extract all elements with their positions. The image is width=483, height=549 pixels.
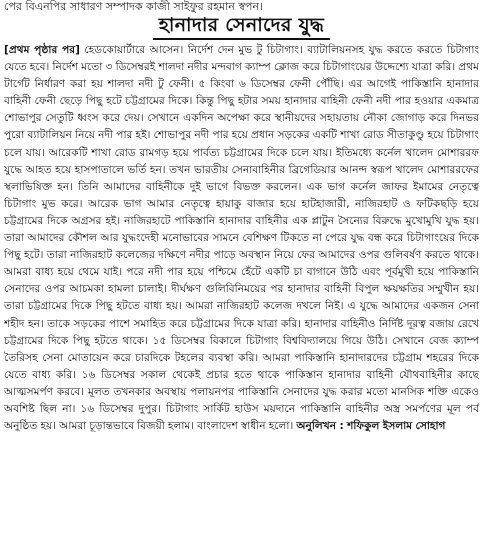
article-credit: অনুলিখন : শফিকুল ইসলাম সোহাগ: [296, 420, 446, 433]
article-paragraph: [4, 42, 479, 435]
article-body: [4, 42, 479, 547]
continuation-dateline: [প্রথম পৃষ্ঠার পর]: [4, 44, 80, 56]
previous-article-fragment: [0, 0, 483, 14]
article-text: হেডকোয়ার্টারে আসেন। নির্দেশ দেন মুভ টু চিটাগাং। ব্যাটালিয়নসহ যুদ্ধ করতে করতে চিটাগাং যেতে হবে। নির্দেশ মতো ৩ ডিসেম্বরই শালদা নদীর মন্দবাগ ক্যাম্প ক্লোজ করে চিটাগাংয়ের উদ্দেশ্যে যাত্রা করি। প্রথম টার্গেট নির্ধারণ করা হয় শালদা নদী টু ফেনী। ৫ কিংবা ৬ ডিসেম্বর ফেনী পৌঁছি। এর আগেই পাকিস্তানি হানাদার বাহিনী ফেনী ছেড়ে পিছু হটে চট্টগ্রামের দিকে। কিন্তু পিছু হটার সময় হানাদার বাহিনী ফেনী নদী পার হওয়ার একমাত্র শোভাপুর সেতুটি ধ্বংস করে দেয়। সেখানে একদিন অপেক্ষা করে স্থানীয়দের সহায়তায় নৌকা জোগাড় করে দিনভর পুরো ব্যাটালিয়ন নিয়ে নদী পার হই। শোভাপুর নদী পার হয়ে প্রধান সড়কের একটি শাখা রোড সীতাকুণ্ডু হয়ে চিটাগাং চলে যায়। আরেকটি শাখা রোড রামগড় হয়ে পার্বত্য চট্টগ্রামের দিকে চলে যায়। ইতিমধ্যে কর্নেল খালেদ মোশাররফ যুদ্ধে আহত হয়ে হাসপাতালে ভর্তি হন। তখন ভারতীয় সেনাবাহিনীর ব্রিগেডিয়ার আনন্দ স্বরূপ খালেদ মোশাররফের স্থলাভিষিক্ত হন। তিনি আমাদের বাহিনীকে দুই ভাগে বিভক্ত করলেন। এক ভাগ কর্নেল জাফর ইমামের নেতৃত্বে চিটাগাং মুভ করে। আরেক ভাগ আমার নেতৃত্বে হায়াকু বাজার হয়ে হাটহাজারী, নাজিরহাট ও ফটিকছড়ি হয়ে চট্টগ্রামের দিকে অগ্রসর হই। নাজিরহাটে পাকিস্তানি হানাদার বাহিনীর এক প্লাটুন সৈন্যের বিরুদ্ধে মুখোমুখি যুদ্ধ হয়। তারা আমাদের কৌশল আর যুদ্ধংদেহী মনোভাবের সামনে বেশিক্ষণ টিকতে না পেরে যুদ্ধ বন্ধ করে চিটাগাংয়ের দিকে পিছু হটে। তারা নাজিরহাট কলেজের দক্ষিণে নদীর পাড়ে অবস্থান নিয়ে ফের আমাদের ওপর গুলিবর্ষণ করতে থাকে। আমরা বাধ্য হয়ে থেমে যাই। পরে নদী পার হয়ে পশ্চিমে হেঁটে একটি চা বাগানে উঠি এবং পূর্বমুখী হয়ে পাকিস্তানি সেনাদের ওপর আচমকা হামলা চালাই। দীর্ঘক্ষণ গুলিবিনিময়ের পর হানাদার বাহিনী বিপুল ক্ষয়ক্ষতির সম্মুখীন হয়। তারা চট্টগ্রামের দিকে পিছু হটতে বাধ্য হয়। আমরা নাজিরহাট কলেজ দখলে নিই। এ যুদ্ধে আমাদের একজন সেনা শহীদ হন। তাকে সড়কের পাশে সমাহিত করে চট্টগ্রামের দিকে যাত্রা করি। হানাদার বাহিনীও নির্দিষ্ট দূরত্ব বজায় রেখে চট্টগ্রামের দিকে পিছু হটতে থাকে। ১৫ ডিসেম্বর বিকালে চিটাগাং বিশ্ববিদ্যালয়ে গিয়ে উঠি। সেখানে বেজ ক্যাম্প তৈরিসহ সেনা মোতায়েন করে চারদিকে টহলের ব্যবস্থা করি। আমরা পাকিস্তানি হানাদারদের চট্টগ্রাম শহরের দিকে যেতে বাধ্য করি। ১৬ ডিসেম্বর সকাল থেকেই প্রচার হতে থাকে পাকিস্তান হানাদার বাহিনী যৌথবাহিনীর কাছে আত্মসমর্পণ করবে। মূলত তখনকার অবস্থায় পলায়নপর পাকিস্তানি সেনাদের যুদ্ধ করার মতো মানসিক শক্তি একেও অবশিষ্ট ছিল না। ১৬ ডিসেম্বর দুপুর। চিটাগাং সার্কিট হাউস ময়দানে পাকিস্তানি বাহিনীর অস্ত্র সমর্পণের মূল পর্ব অনুষ্ঠিত হয়। আমরা চূড়ান্তভাবে বিজয়ী হলাম। বাংলাদেশ স্বাধীন হলো।: [4, 44, 479, 433]
headline-block: [0, 13, 483, 40]
article-headline: হানাদার সেনাদের যুদ্ধ: [153, 13, 330, 40]
previous-article-line: পের বিএনপির সাধারণ সম্পাদক কাজী সাইফুর রহমান স্বপন।: [4, 0, 264, 13]
